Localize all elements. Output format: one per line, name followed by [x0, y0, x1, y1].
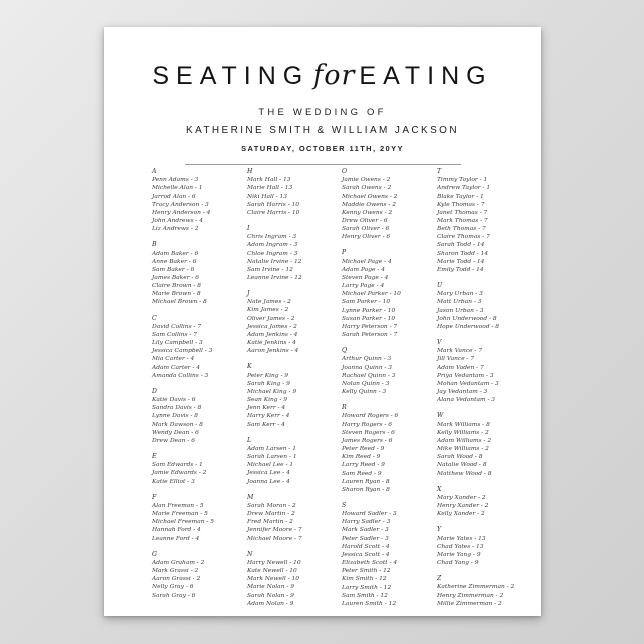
- guest-section-C: [152, 315, 247, 380]
- guest-row: Drew Oliver - 6: [342, 217, 388, 224]
- guest-row: Marie Yang - 9: [437, 551, 481, 558]
- couple-names: KATHERINE SMITH & WILLIAM JACKSON: [186, 125, 459, 136]
- guest-row: Arthur Quinn - 3: [342, 356, 392, 363]
- guest-row: Steven Page - 4: [342, 274, 389, 281]
- guest-row: Katie Jenkins - 4: [247, 340, 296, 347]
- guest-row: Michelle Alan - 1: [152, 185, 203, 192]
- guest-row: Jamie Owens - 2: [342, 177, 391, 184]
- guest-row: Adam Vaden - 7: [437, 364, 484, 371]
- guest-row: Liz Andrews - 2: [152, 226, 199, 233]
- guest-row: Claire Thomas - 7: [437, 234, 490, 241]
- guest-row: Joanna Quinn - 3: [342, 364, 392, 371]
- section-letter: T: [437, 168, 442, 175]
- guest-row: Hannah Ford - 4: [152, 527, 201, 534]
- guest-row: Mark Newell - 10: [247, 576, 299, 583]
- guest-section-I: [247, 225, 342, 282]
- guest-row: Mary Urban - 3: [437, 291, 483, 298]
- guest-row: Nelly Gray - 6: [152, 584, 194, 591]
- guest-row: Sarah Owens - 2: [342, 185, 392, 192]
- guest-row: Adam Williams - 2: [437, 437, 492, 444]
- guest-row: Adam Graham - 2: [152, 559, 205, 566]
- guest-row: Mary Xander - 2: [437, 494, 486, 501]
- guest-row: Kenny Owens - 2: [342, 209, 393, 216]
- guest-row: Natalie Wood - 8: [437, 462, 487, 469]
- guest-row: Peter Smith - 12: [342, 568, 391, 575]
- guest-row: Sarah Moran - 2: [247, 502, 296, 509]
- guest-row: Drew Martin - 2: [247, 511, 295, 518]
- guest-row: Michael Owens - 2: [342, 193, 398, 200]
- guest-row: Joanna Lee - 4: [247, 478, 290, 485]
- poster-title: [104, 60, 541, 91]
- guest-row: Sam Reed - 9: [342, 470, 382, 477]
- guest-row: Sharon Ryan - 8: [342, 486, 390, 493]
- guest-row: Claire Harris - 10: [247, 209, 300, 216]
- guest-row: Mark Vance - 7: [437, 348, 483, 355]
- guest-section-R: [342, 404, 437, 494]
- guest-row: Fred Martin - 2: [247, 519, 293, 526]
- guest-row: Sam Irvine - 12: [247, 266, 293, 273]
- guest-section-K: [247, 363, 342, 428]
- guest-row: Elizabeth Scott - 4: [342, 560, 398, 567]
- guest-section-P: [342, 249, 437, 339]
- guest-row: Harry Rogers - 6: [342, 421, 393, 428]
- guest-row: Susan Parker - 10: [342, 315, 396, 322]
- section-letter: M: [247, 493, 254, 501]
- guest-row: Sarah Harris - 10: [247, 201, 299, 208]
- guest-row: Sam Edwards - 1: [152, 462, 203, 469]
- guest-row: Sam Parker - 10: [342, 299, 391, 306]
- guest-row: Mark Grassi - 2: [152, 568, 199, 575]
- guest-row: Michael King - 9: [247, 388, 297, 395]
- guest-row: Harold Scott - 4: [342, 543, 390, 550]
- guest-row: Wendy Dean - 6: [152, 429, 199, 436]
- guest-row: Kim Smith - 12: [342, 576, 387, 583]
- guest-row: Adam Page - 4: [342, 266, 385, 273]
- guest-row: Marie Hall - 13: [247, 185, 293, 192]
- guest-column: [152, 168, 247, 610]
- guest-row: Mark Williams - 8: [437, 421, 490, 428]
- guest-column: [342, 168, 437, 610]
- guest-row: Sarah Larsen - 1: [247, 454, 297, 461]
- section-letter: A: [152, 168, 157, 175]
- guest-row: Nate James - 2: [247, 299, 291, 306]
- guest-row: Peter Sadler - 3: [342, 535, 389, 542]
- guest-row: Kyle Thomas - 7: [437, 201, 485, 208]
- guest-row: Kate Newell - 10: [247, 568, 297, 575]
- guest-row: Kelly Quinn - 3: [342, 389, 387, 396]
- guest-section-Q: [342, 347, 437, 396]
- guest-row: Jessica James - 2: [247, 323, 297, 330]
- guest-section-N: [247, 551, 342, 608]
- guest-row: Penn Adams - 3: [152, 177, 199, 184]
- guest-row: Sarah Wood - 8: [437, 454, 483, 461]
- title-word-eating: EATING: [359, 62, 493, 90]
- guest-row: Amanda Collins - 3: [152, 372, 209, 379]
- section-letter: K: [247, 363, 252, 371]
- guest-row: Michael Freeman - 5: [152, 519, 215, 526]
- guest-row: Sandra Davis - 8: [152, 405, 202, 412]
- guest-row: Timmy Taylor - 1: [437, 177, 488, 184]
- guest-section-V: [437, 339, 532, 404]
- section-letter: J: [247, 290, 250, 298]
- guest-row: Anne Baker - 6: [152, 258, 197, 265]
- guest-row: Matthew Wood - 8: [437, 470, 492, 477]
- guest-row: Jessica Scott - 4: [342, 551, 390, 558]
- section-letter: H: [247, 168, 253, 175]
- guest-row: Sam Kerr - 4: [247, 421, 285, 428]
- guest-row: Alan Freeman - 5: [152, 502, 204, 509]
- section-letter: X: [437, 485, 442, 493]
- guest-row: Michael Parker - 10: [342, 291, 401, 298]
- guest-row: Sean King - 9: [247, 397, 288, 404]
- guest-row: Lynne Davis - 8: [152, 413, 199, 420]
- guest-row: Blake Taylor - 1: [437, 193, 484, 200]
- section-letter: Y: [437, 526, 442, 534]
- guest-row: Henry Oliver - 6: [342, 234, 391, 241]
- guest-row: Howard Rogers - 6: [342, 413, 399, 420]
- guest-row: Michael Brown - 8: [152, 299, 207, 306]
- guest-row: Michael Moore - 7: [247, 535, 302, 542]
- guest-row: Jessica Lee - 4: [247, 470, 290, 477]
- guest-row: Nolan Quinn - 3: [342, 380, 390, 387]
- guest-column: [437, 168, 532, 610]
- guest-row: Chad Yates - 13: [437, 543, 484, 550]
- guest-section-J: [247, 290, 342, 355]
- guest-row: Kim James - 2: [247, 307, 289, 314]
- guest-row: Larry Page - 4: [342, 283, 385, 290]
- guest-row: Jamie Edwards - 2: [152, 470, 207, 477]
- guest-row: Adam Jenkins - 4: [247, 331, 298, 338]
- guest-row: Matt Urban - 3: [437, 299, 482, 306]
- event-date: SATURDAY, OCTOBER 11TH, 20YY: [241, 144, 404, 153]
- section-letter: E: [152, 453, 157, 461]
- section-letter: G: [152, 550, 157, 558]
- guest-row: Mia Carter - 4: [152, 356, 195, 363]
- guest-row: Maddie Owens - 2: [342, 201, 396, 208]
- guest-row: Mohan Vedantam - 3: [437, 380, 499, 387]
- guest-row: Katherine Zimmerman - 2: [437, 584, 515, 591]
- guest-row: Larry Smith - 12: [342, 584, 392, 591]
- guest-row: David Collins - 7: [152, 323, 202, 330]
- guest-row: Leanne Irvine - 12: [247, 274, 302, 281]
- guest-section-O: [342, 168, 437, 241]
- guest-row: Lauren Ryan - 8: [342, 478, 390, 485]
- section-letter: Z: [437, 575, 442, 583]
- guest-row: Michael Lee - 1: [247, 462, 294, 469]
- guest-row: Jill Vance - 7: [437, 356, 475, 363]
- guest-section-L: [247, 437, 342, 486]
- guest-row: Beth Thomas - 7: [437, 226, 486, 233]
- guest-row: Mark Hall - 13: [247, 177, 291, 184]
- guest-row: Jason Urban - 3: [437, 307, 484, 314]
- guest-section-F: [152, 494, 247, 543]
- section-letter: D: [152, 387, 157, 395]
- guest-list: [152, 168, 533, 610]
- guest-row: Rachael Quinn - 3: [342, 372, 396, 379]
- section-letter: C: [152, 314, 157, 322]
- section-letter: Q: [342, 347, 348, 355]
- guest-row: Mark Sadler - 3: [342, 527, 389, 534]
- guest-row: Marie Nolan - 9: [247, 584, 294, 591]
- guest-row: Claire Brown - 8: [152, 283, 201, 290]
- guest-row: Kelly Xander - 2: [437, 511, 485, 518]
- guest-row: Harry Sadler - 3: [342, 519, 391, 526]
- guest-row: Sarah Peterson - 7: [342, 332, 398, 339]
- title-word-seating: SEATING: [152, 62, 310, 90]
- guest-row: John Underwood - 8: [437, 315, 497, 322]
- guest-section-E: [152, 453, 247, 486]
- guest-row: James Rogers - 6: [342, 437, 393, 444]
- guest-row: James Baker - 6: [152, 274, 200, 281]
- guest-section-X: [437, 486, 532, 519]
- guest-row: Marie Brown - 8: [152, 291, 201, 298]
- guest-row: Peter Reed - 9: [342, 446, 385, 453]
- guest-row: Marie Todd - 14: [437, 258, 485, 265]
- guest-row: Chloe Ingram - 3: [247, 250, 298, 257]
- guest-section-D: [152, 388, 247, 445]
- guest-row: Jennifer Moore - 7: [247, 527, 302, 534]
- guest-row: Jarrod Alan - 6: [152, 193, 196, 200]
- guest-row: Adam Larsen - 1: [247, 445, 297, 452]
- guest-row: Chris Ingram - 3: [247, 234, 297, 241]
- guest-section-M: [247, 494, 342, 543]
- guest-row: Sam Smith - 12: [342, 592, 388, 599]
- guest-row: Harry Kerr - 4: [247, 413, 290, 420]
- guest-row: Priya Vedantam - 3: [437, 372, 494, 379]
- guest-section-Z: [437, 575, 532, 608]
- guest-section-U: [437, 282, 532, 331]
- guest-row: Janet Thomas - 7: [437, 209, 488, 216]
- guest-row: Lauren Smith - 12: [342, 600, 397, 607]
- guest-row: Mark Thomas - 7: [437, 217, 488, 224]
- guest-row: Peter King - 9: [247, 372, 289, 379]
- guest-row: Henry Xander - 2: [437, 503, 489, 510]
- guest-row: Mark Dawson - 8: [152, 421, 203, 428]
- subtitle-the-wedding-of: THE WEDDING OF: [258, 107, 387, 118]
- guest-row: Howard Sadler - 3: [342, 511, 397, 518]
- guest-row: Sarah King - 9: [247, 380, 290, 387]
- guest-row: Emily Todd - 14: [437, 266, 484, 273]
- section-letter: B: [152, 241, 157, 249]
- guest-row: Michael Page - 4: [342, 258, 392, 265]
- section-letter: U: [437, 282, 443, 290]
- guest-row: Harry Peterson - 7: [342, 323, 398, 330]
- guest-row: Henry Anderson - 4: [152, 209, 211, 216]
- section-letter: P: [342, 249, 347, 257]
- guest-row: Sharon Todd - 14: [437, 250, 489, 257]
- guest-section-B: [152, 241, 247, 306]
- guest-row: Adam Carter - 4: [152, 364, 200, 371]
- guest-row: Marie Yates - 13: [437, 535, 486, 542]
- guest-row: Leanne Ford - 4: [152, 535, 200, 542]
- guest-row: Katie Davis - 6: [152, 397, 196, 404]
- guest-section-S: [342, 502, 437, 608]
- guest-row: Kim Reed - 9: [342, 454, 381, 461]
- guest-section-Y: [437, 526, 532, 567]
- section-letter: R: [342, 404, 347, 412]
- section-letter: W: [437, 412, 444, 420]
- guest-row: Sarah Nolan - 9: [247, 592, 294, 599]
- guest-row: Alana Vedantam - 3: [437, 397, 496, 404]
- guest-section-H: [247, 168, 342, 217]
- guest-row: Aaron Grassi - 2: [152, 576, 201, 583]
- guest-section-W: [437, 412, 532, 477]
- guest-row: Jenn Kerr - 4: [247, 405, 286, 412]
- guest-row: John Andrews - 4: [152, 217, 204, 224]
- guest-row: Natalie Irvine - 12: [247, 258, 302, 265]
- guest-row: Niki Hall - 13: [247, 193, 288, 200]
- guest-row: Andrew Taylor - 1: [437, 185, 491, 192]
- section-letter: L: [247, 436, 252, 444]
- guest-row: Drew Dean - 6: [152, 437, 195, 444]
- section-letter: N: [247, 550, 253, 558]
- section-letter: I: [247, 224, 250, 232]
- guest-row: Lily Campbell - 3: [152, 340, 203, 347]
- guest-row: Sarah Todd - 14: [437, 242, 485, 249]
- guest-row: Henry Zimmerman - 2: [437, 592, 504, 599]
- guest-row: Mike Williams - 2: [437, 446, 489, 453]
- guest-row: Adam Baker - 6: [152, 250, 199, 257]
- guest-row: Steven Rogers - 6: [342, 429, 395, 436]
- guest-row: Jessica Campbell - 3: [152, 348, 213, 355]
- guest-row: Lynne Parker - 10: [342, 307, 396, 314]
- guest-row: Hope Underwood - 8: [437, 323, 500, 330]
- guest-row: Harry Newell - 10: [247, 559, 301, 566]
- guest-column: [247, 168, 342, 610]
- guest-section-T: [437, 168, 532, 274]
- guest-row: Oliver James - 2: [247, 315, 295, 322]
- guest-row: Tracy Anderson - 3: [152, 201, 209, 208]
- guest-row: Katie Elliot - 3: [152, 478, 195, 485]
- guest-row: Millie Zimmerman - 2: [437, 600, 502, 607]
- guest-row: Kelly Williams - 2: [437, 429, 489, 436]
- guest-row: Marie Freeman - 5: [152, 511, 208, 518]
- divider-line: [185, 164, 461, 165]
- title-word-for: for: [313, 60, 356, 91]
- guest-section-A: [152, 168, 247, 233]
- section-letter: F: [152, 493, 157, 501]
- seating-chart-poster: [104, 27, 541, 616]
- guest-row: Larry Reed - 9: [342, 462, 385, 469]
- guest-row: Sam Baker - 6: [152, 266, 195, 273]
- section-letter: V: [437, 339, 442, 347]
- guest-row: Jay Vedantam - 3: [437, 389, 488, 396]
- guest-row: Sarah Oliver - 6: [342, 226, 390, 233]
- guest-row: Sam Collins - 7: [152, 331, 198, 338]
- section-letter: O: [342, 168, 348, 175]
- guest-row: Adam Nolan - 9: [247, 600, 294, 607]
- guest-section-G: [152, 551, 247, 600]
- section-letter: S: [342, 501, 347, 509]
- guest-row: Aaron Jenkins - 4: [247, 348, 299, 355]
- guest-row: Sarah Gray - 6: [152, 592, 196, 599]
- guest-row: Chad Yang - 9: [437, 560, 479, 566]
- guest-row: Adam Ingram - 3: [247, 242, 298, 249]
